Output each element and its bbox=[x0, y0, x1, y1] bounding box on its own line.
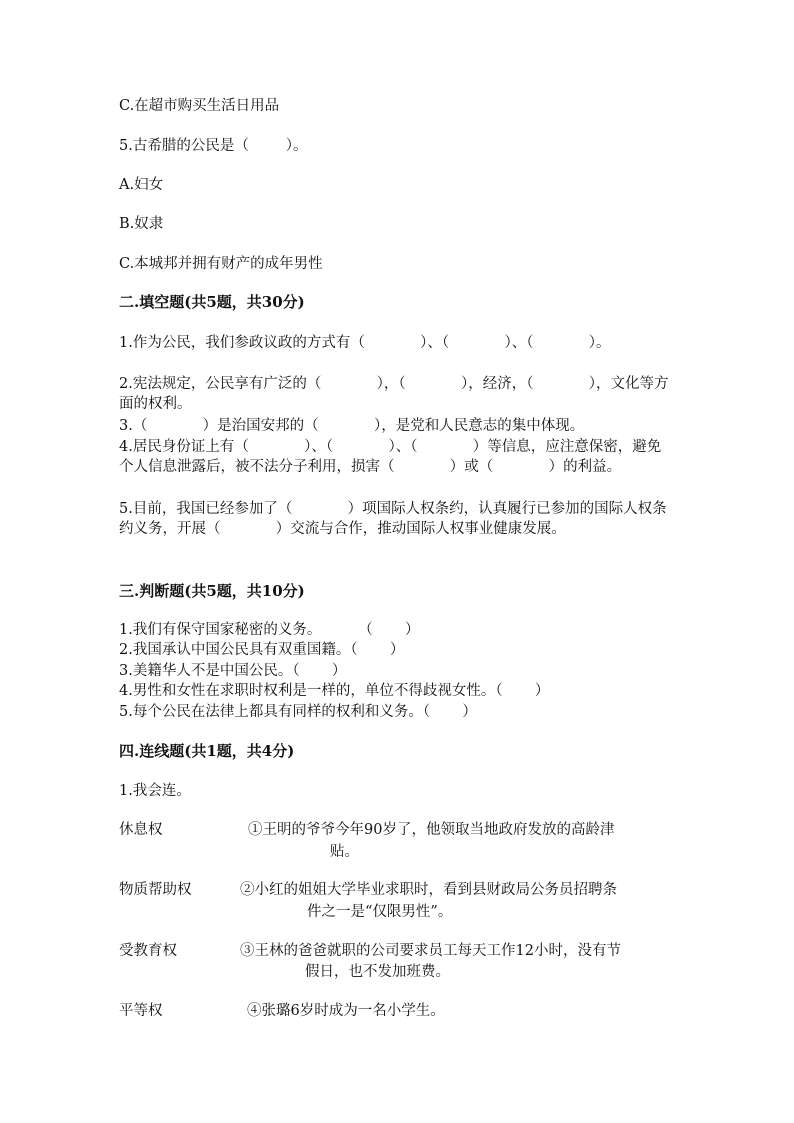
case-3-line-2: 假日，也不发加班费。 bbox=[305, 964, 450, 980]
q5-stem: 5.古希腊的公民是（ ）。 bbox=[119, 138, 308, 154]
right-material-aid: 物质帮助权 bbox=[119, 882, 192, 898]
section4-heading: 四.连线题(共1题，共4分) bbox=[119, 742, 295, 760]
right-equality: 平等权 bbox=[119, 1003, 163, 1019]
fill-question-2: 2.宪法规定，公民享有广泛的（ ），（ ），经济，（ ），文化等方面的权利。 bbox=[119, 376, 669, 412]
q5-option-b: B.奴隶 bbox=[119, 216, 164, 232]
judge-question-3: 3.美籍华人不是中国公民。（ ） bbox=[119, 663, 347, 679]
case-2-line-1: ②小红的姐姐大学毕业求职时，看到县财政局公务员招聘条 bbox=[240, 882, 617, 898]
right-education: 受教育权 bbox=[119, 943, 177, 959]
judge-question-1: 1.我们有保守国家秘密的义务。 （ ） bbox=[119, 622, 420, 638]
fill-question-1: 1.作为公民，我们参政议政的方式有（ ）、（ ）、（ ）。 bbox=[119, 335, 611, 351]
judge-question-4: 4.男性和女性在求职时权利是一样的，单位不得歧视女性。（ ） bbox=[119, 683, 550, 699]
matching-intro: 1.我会连。 bbox=[119, 783, 191, 799]
section3-heading: 三.判断题(共5题，共10分) bbox=[119, 582, 305, 600]
judge-question-5: 5.每个公民在法律上都具有同样的权利和义务。（ ） bbox=[119, 704, 477, 720]
case-1-line-1: ①王明的爷爷今年90岁了，他领取当地政府发放的高龄津 bbox=[248, 822, 615, 838]
section2-heading: 二.填空题(共5题，共30分) bbox=[119, 293, 305, 311]
case-1-line-2: 贴。 bbox=[330, 844, 359, 860]
fill-question-5: 5.目前，我国已经参加了（ ）项国际人权条约，认真履行已参加的国际人权条约义务，开展（ ）交流与合作，推动国际人权事业健康发展。 bbox=[119, 501, 667, 537]
judge-question-2: 2.我国承认中国公民具有双重国籍。（ ） bbox=[119, 642, 405, 658]
q4-option-c: C.在超市购买生活日用品 bbox=[119, 98, 280, 114]
q5-option-a: A.妇女 bbox=[119, 177, 164, 193]
case-4-line-1: ④张璐6岁时成为一名小学生。 bbox=[247, 1003, 445, 1019]
case-2-line-2: 件之一是“仅限男性”。 bbox=[307, 904, 453, 920]
fill-question-4: 4.居民身份证上有（ ）、（ ）、（ ）等信息，应注意保密，避免个人信息泄露后，被不法分子利用，损害（ ）或（ ）的利益。 bbox=[119, 439, 662, 475]
right-rest: 休息权 bbox=[119, 822, 163, 838]
case-3-line-1: ③王林的爸爸就职的公司要求员工每天工作12小时，没有节 bbox=[240, 943, 621, 959]
q5-option-c: C.本城邦并拥有财产的成年男性 bbox=[119, 256, 323, 272]
fill-question-3: 3.（ ）是治国安邦的（ ），是党和人民意志的集中体现。 bbox=[119, 418, 585, 434]
